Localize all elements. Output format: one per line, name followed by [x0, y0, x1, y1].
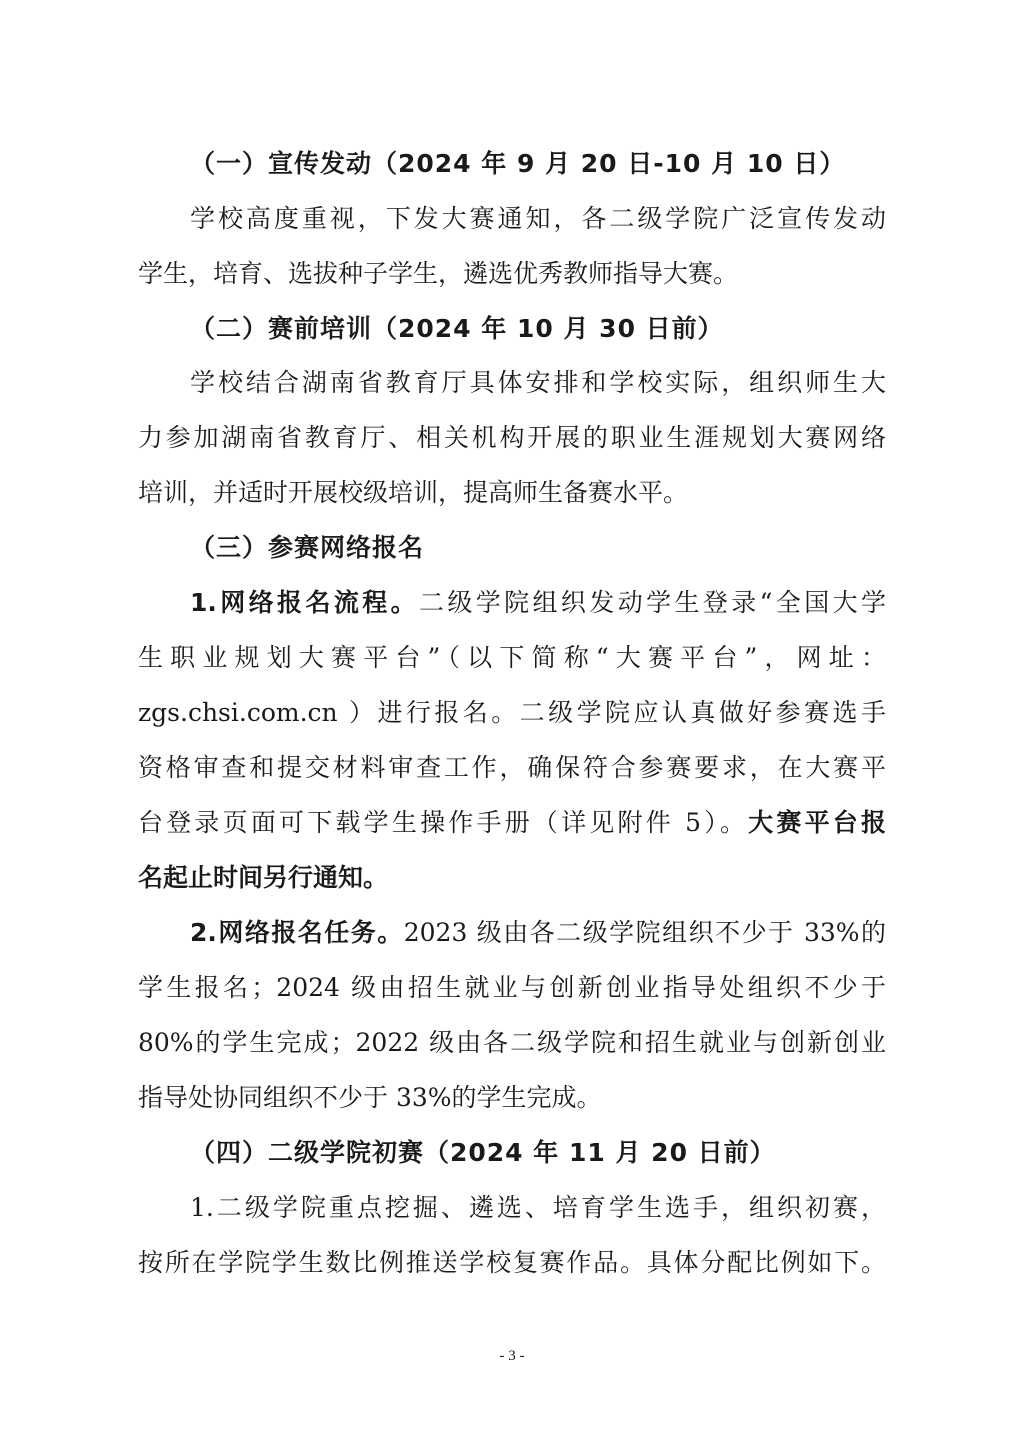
paragraph-line: 按所在学院学生数比例推送学校复赛作品。具体分配比例如下。	[138, 1248, 886, 1277]
paragraph-line: zgs.chsi.com.cn ）进行报名。二级学院应认真做好参赛选手	[138, 698, 886, 727]
paragraph-line: 力参加湖南省教育厅、相关机构开展的职业生涯规划大赛网络	[138, 423, 886, 452]
emphasis-line: 名起止时间另行通知。	[138, 863, 389, 892]
paragraph-line: 80%的学生完成；2022 级由各二级学院和招生就业与创新创业	[138, 1028, 886, 1057]
paragraph-line: 资格审查和提交材料审查工作，确保符合参赛要求，在大赛平	[138, 753, 886, 782]
item-title: 1.网络报名流程。	[190, 588, 419, 617]
paragraph-line	[138, 806, 886, 840]
emphasis-text: 大赛平台报	[748, 808, 886, 837]
paragraph-line: 学生，培育、选拔种子学生，遴选优秀教师指导大赛。	[138, 259, 739, 288]
paragraph-line: 指导处协同组织不少于 33%的学生完成。	[138, 1083, 602, 1112]
item-text: 2023 级由各二级学院组织不少于 33%的	[403, 918, 886, 947]
paragraph-line: 学生报名；2024 级由招生就业与创新创业指导处组织不少于	[138, 973, 886, 1002]
item-title: 2.网络报名任务。	[190, 918, 404, 947]
paragraph-line: 生职业规划大赛平台”（以下简称“大赛平台”，网址：	[138, 643, 886, 672]
item-text: 二级学院组织发动学生登录“全国大学	[419, 588, 886, 617]
paragraph-line	[190, 586, 886, 620]
item-text: 台登录页面可下载学生操作手册（详见附件 5）。	[138, 808, 749, 837]
paragraph-line: 1.二级学院重点挖掘、遴选、培育学生选手，组织初赛，	[190, 1193, 886, 1222]
paragraph-line: 培训，并适时开展校级培训，提高师生备赛水平。	[138, 478, 689, 507]
section-heading-4: （四）二级学院初赛（2024 年 11 月 20 日前）	[190, 1138, 776, 1167]
section-heading-1: （一）宣传发动（2024 年 9 月 20 日-10 月 10 日）	[190, 149, 846, 178]
paragraph-line: 学校高度重视，下发大赛通知，各二级学院广泛宣传发动	[190, 204, 886, 233]
page-number: - 3 -	[499, 1348, 525, 1364]
section-heading-3: （三）参赛网络报名	[190, 533, 425, 562]
paragraph-line: 学校结合湖南省教育厅具体安排和学校实际，组织师生大	[190, 368, 886, 397]
paragraph-line	[190, 916, 886, 950]
section-heading-2: （二）赛前培训（2024 年 10 月 30 日前）	[190, 314, 724, 343]
